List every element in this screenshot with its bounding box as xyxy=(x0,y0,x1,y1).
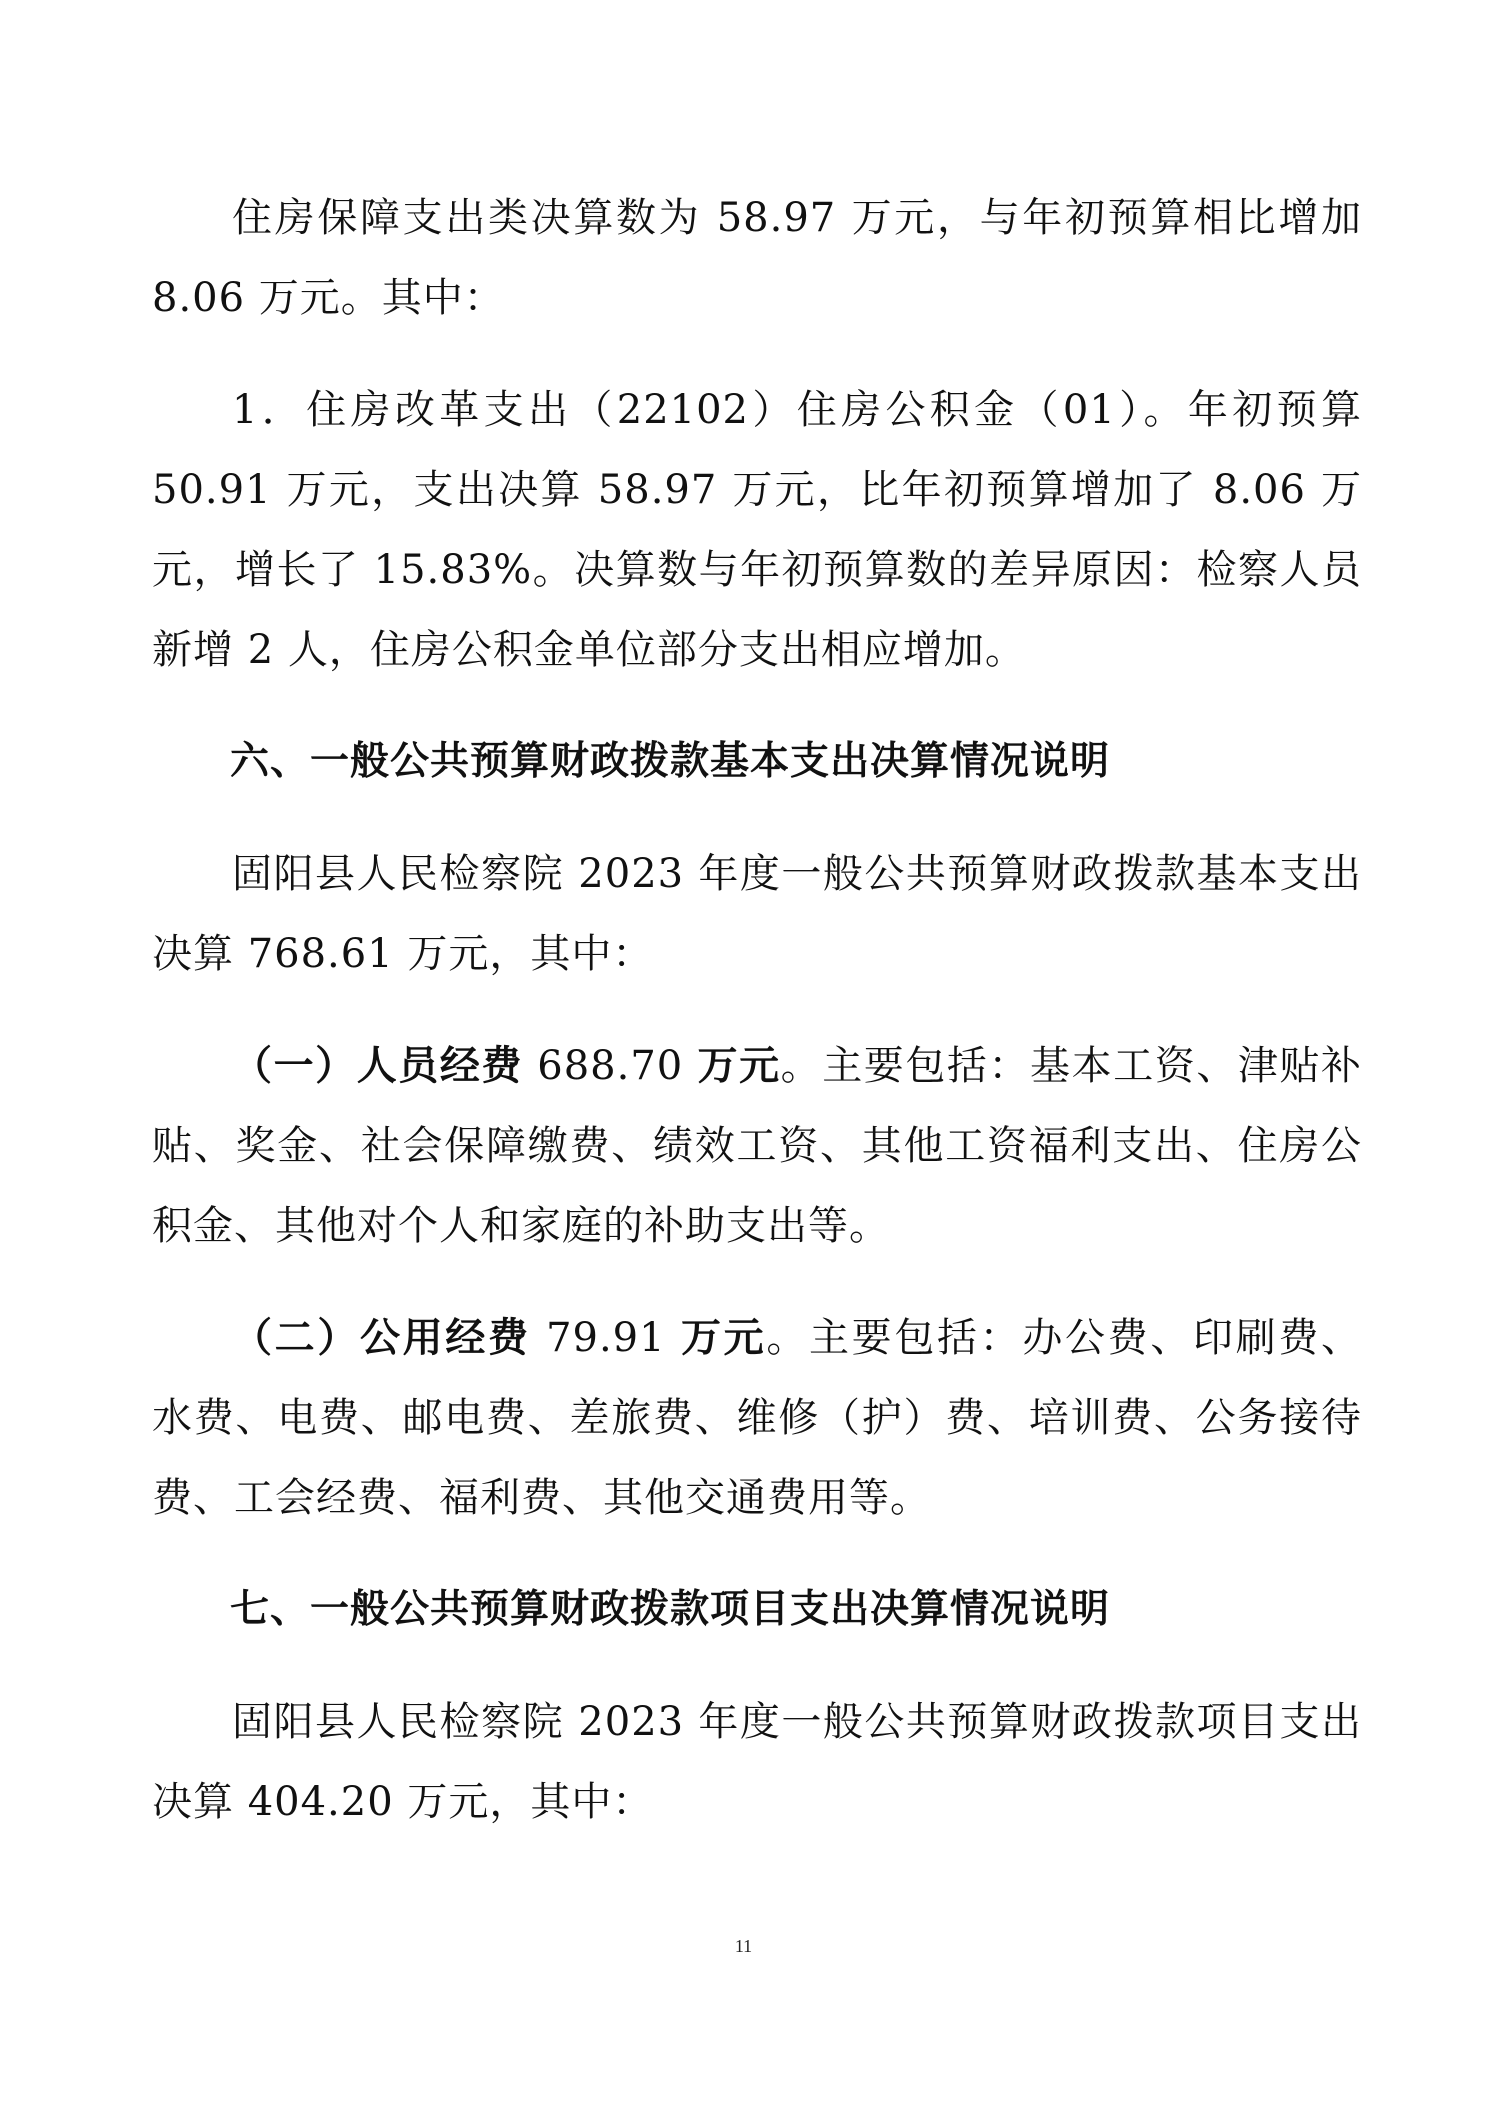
public-expense-amount: 79.91 xyxy=(530,1315,681,1361)
spacer xyxy=(152,338,1362,370)
public-expense-label: （二）公用经费 xyxy=(232,1315,531,1361)
spacer xyxy=(152,1266,1362,1298)
section-6-heading: 六、一般公共预算财政拨款基本支出决算情况说明 xyxy=(230,739,1111,784)
public-expense-unit: 万元 xyxy=(680,1315,767,1361)
public-expense-paragraph xyxy=(152,1298,1362,1538)
spacer xyxy=(152,1538,1362,1570)
personnel-expense-amount: 688.70 xyxy=(522,1043,698,1089)
personnel-expense-paragraph xyxy=(152,1026,1362,1266)
public-expense-text: 。主要包括：办公费、印刷费、水费、电费、邮电费、差旅费、维修（护）费、培训费、公务接待费、工会经费、福利费、其他交通费用等。 xyxy=(152,1315,1363,1521)
section-7-heading: 七、一般公共预算财政拨款项目支出决算情况说明 xyxy=(230,1587,1111,1632)
housing-item-1-paragraph: 1．住房改革支出（22102）住房公积金（01）。年初预算 50.91 万元，支出决算 58.97 万元，比年初预算增加了 8.06 万元，增长了 15.83%。决算数与年初预算数的差异原因：检察人员新增 2 人，住房公积金单位部分支出相应增加。 xyxy=(152,387,1362,673)
spacer xyxy=(152,802,1362,834)
document-body xyxy=(152,178,1362,1842)
section-6-intro-paragraph: 固阳县人民检察院 2023 年度一般公共预算财政拨款基本支出决算 768.61 万元，其中： xyxy=(152,851,1362,977)
page-number: 11 xyxy=(734,1936,753,1956)
housing-summary-paragraph: 住房保障支出类决算数为 58.97 万元，与年初预算相比增加 8.06 万元。其中： xyxy=(152,195,1362,321)
personnel-expense-label: （一）人员经费 xyxy=(232,1043,523,1089)
section-7-intro-paragraph: 固阳县人民检察院 2023 年度一般公共预算财政拨款项目支出决算 404.20 万元，其中： xyxy=(152,1699,1362,1825)
spacer xyxy=(152,690,1362,722)
spacer xyxy=(152,994,1362,1026)
spacer xyxy=(152,1650,1362,1682)
personnel-expense-text: 。主要包括：基本工资、津贴补贴、奖金、社会保障缴费、绩效工资、其他工资福利支出、住房公积金、其他对个人和家庭的补助支出等。 xyxy=(152,1043,1363,1249)
personnel-expense-unit: 万元 xyxy=(697,1043,781,1089)
